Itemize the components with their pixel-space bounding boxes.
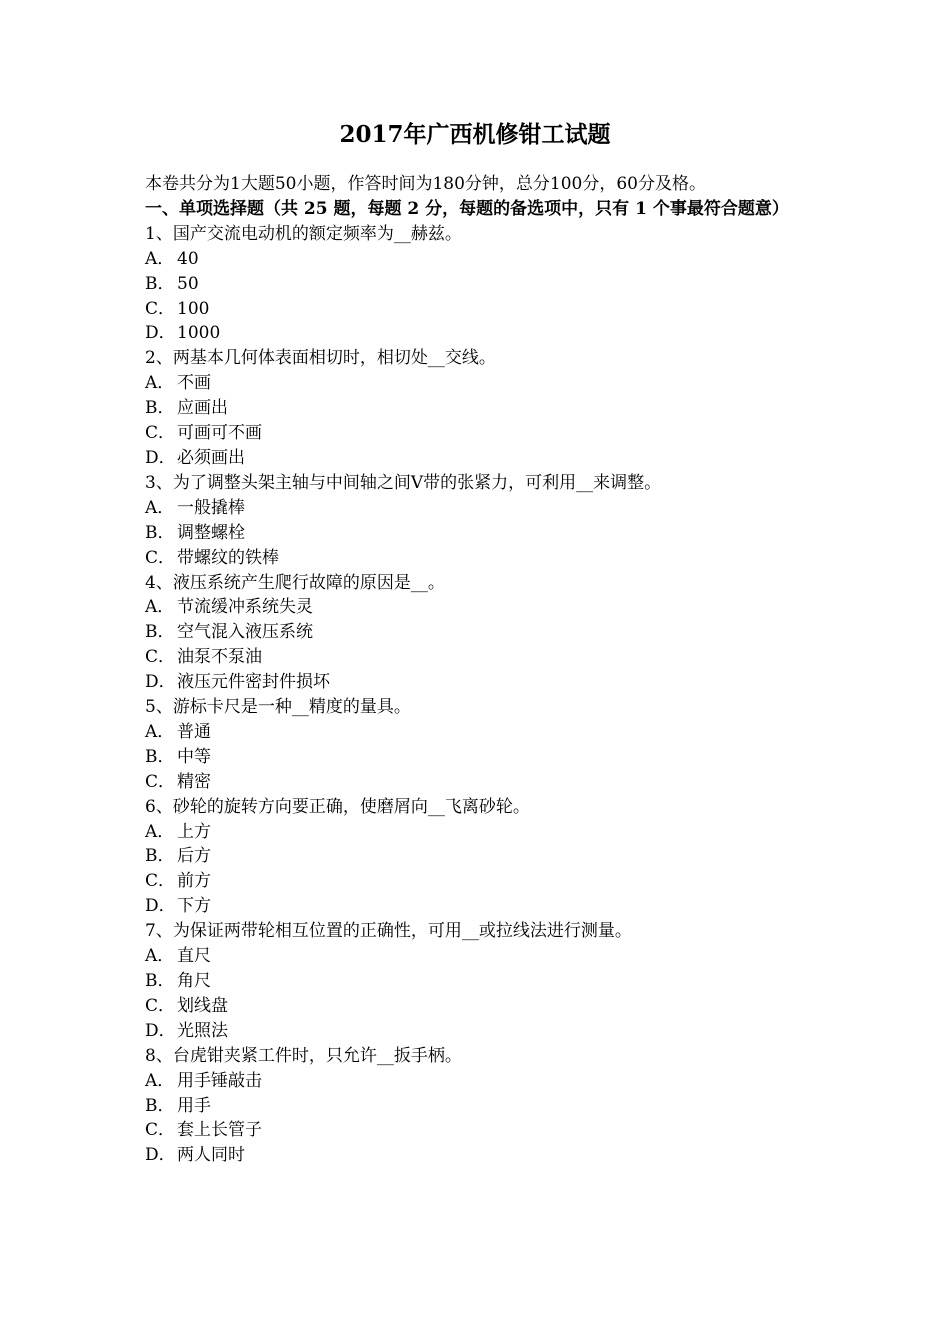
answer-option [145, 994, 815, 1019]
answer-option [145, 321, 815, 346]
option-letter: C． [145, 547, 176, 568]
answer-option [145, 894, 815, 919]
answer-option [145, 1143, 815, 1168]
option-letter: D． [145, 672, 176, 693]
answer-option [145, 272, 815, 297]
answer-option [145, 820, 815, 845]
answer-option [145, 620, 815, 645]
option-letter: B． [145, 971, 175, 991]
option-letter: C． [145, 647, 176, 668]
question-stem: 7、为保证两带轮相互位置的正确性，可用__或拉线法进行测量。 [145, 921, 632, 942]
option-text: 油泵不泵油 [177, 647, 262, 668]
option-text: 必须画出 [177, 447, 245, 468]
option-letter: C． [145, 423, 176, 444]
answer-option [145, 446, 815, 471]
option-letter: A． [145, 597, 175, 618]
option-letter: B． [145, 846, 175, 867]
section-heading: 一、单项选择题（共 25 题，每题 2 分，每题的备选项中，只有 1 个事最符合题意） [145, 198, 789, 219]
question-stem: 6、砂轮的旋转方向要正确，使磨屑向__飞离砂轮。 [145, 796, 530, 817]
option-text: 精密 [177, 771, 211, 792]
option-text: 可画可不画 [177, 423, 262, 444]
answer-option [145, 745, 815, 770]
answer-option [145, 521, 815, 546]
option-text: 前方 [177, 871, 211, 892]
option-letter: B． [145, 273, 175, 294]
answer-option [145, 396, 815, 421]
answer-option [145, 645, 815, 670]
option-letter: A． [145, 721, 175, 742]
question-stem: 2、两基本几何体表面相切时，相切处__交线。 [145, 348, 496, 369]
answer-option [145, 869, 815, 894]
option-letter: C． [145, 995, 176, 1016]
option-text: 100 [177, 298, 210, 319]
option-text: 光照法 [177, 1020, 228, 1041]
question-list [145, 222, 815, 1168]
question-stem: 3、为了调整头架主轴与中间轴之间V带的张紧力，可利用__来调整。 [145, 472, 662, 493]
answer-option [145, 720, 815, 745]
option-letter: C． [145, 298, 176, 319]
answer-option [145, 421, 815, 446]
option-letter: B． [145, 1095, 175, 1116]
option-letter: D． [145, 896, 176, 917]
option-letter: A． [145, 248, 175, 269]
option-letter: D． [145, 323, 176, 344]
answer-option [145, 371, 815, 396]
option-letter: D． [145, 447, 176, 468]
answer-option [145, 770, 815, 795]
option-text: 普通 [177, 721, 211, 742]
option-letter: B． [145, 522, 175, 543]
option-letter: B． [145, 398, 175, 419]
question-stem: 4、液压系统产生爬行故障的原因是__。 [145, 572, 445, 593]
answer-option [145, 844, 815, 869]
option-letter: C． [145, 1120, 176, 1141]
option-text: 划线盘 [177, 995, 228, 1016]
page-title: 2017年广西机修钳工试题 [339, 121, 611, 148]
option-letter: C． [145, 871, 176, 892]
answer-option [145, 1019, 815, 1044]
option-letter: B． [145, 622, 175, 643]
option-letter: A． [145, 373, 175, 394]
option-text: 用手 [177, 1095, 211, 1116]
option-letter: A． [145, 821, 175, 842]
option-text: 应画出 [177, 398, 228, 419]
answer-option [145, 944, 815, 969]
option-letter: C． [145, 771, 176, 792]
answer-option [145, 546, 815, 571]
option-text: 节流缓冲系统失灵 [177, 597, 313, 618]
question-stem: 8、台虎钳夹紧工件时，只允许__扳手柄。 [145, 1045, 462, 1066]
option-text: 角尺 [177, 971, 211, 991]
option-text: 1000 [177, 323, 221, 344]
option-text: 后方 [177, 846, 211, 867]
option-text: 两人同时 [177, 1145, 245, 1166]
answer-option [145, 595, 815, 620]
option-text: 下方 [177, 896, 211, 917]
option-letter: D． [145, 1145, 176, 1166]
answer-option [145, 1069, 815, 1094]
option-text: 不画 [177, 373, 211, 394]
question-stem: 5、游标卡尺是一种__精度的量具。 [145, 697, 411, 718]
exam-intro: 本卷共分为1大题50小题，作答时间为180分钟，总分100分，60分及格。 [145, 174, 706, 194]
option-text: 液压元件密封件损坏 [177, 672, 330, 693]
option-text: 空气混入液压系统 [177, 622, 313, 643]
option-text: 上方 [177, 821, 211, 842]
option-text: 带螺纹的铁棒 [177, 547, 279, 568]
option-letter: A． [145, 497, 175, 518]
answer-option [145, 1094, 815, 1119]
answer-option [145, 969, 815, 994]
option-letter: B． [145, 746, 175, 767]
answer-option [145, 496, 815, 521]
option-text: 中等 [177, 746, 211, 767]
option-text: 一般撬棒 [177, 497, 245, 518]
question-stem: 1、国产交流电动机的额定频率为__赫兹。 [145, 223, 462, 244]
option-text: 50 [177, 273, 199, 294]
answer-option [145, 247, 815, 272]
option-text: 套上长管子 [177, 1120, 262, 1141]
option-text: 40 [177, 248, 199, 269]
option-text: 调整螺栓 [177, 522, 245, 543]
option-letter: D． [145, 1020, 176, 1041]
option-letter: A． [145, 1070, 175, 1091]
answer-option [145, 1118, 815, 1143]
option-text: 直尺 [177, 946, 211, 967]
answer-option [145, 670, 815, 695]
option-letter: A． [145, 946, 175, 967]
answer-option [145, 297, 815, 322]
exam-content [145, 172, 815, 1168]
option-text: 用手锤敲击 [177, 1070, 262, 1091]
